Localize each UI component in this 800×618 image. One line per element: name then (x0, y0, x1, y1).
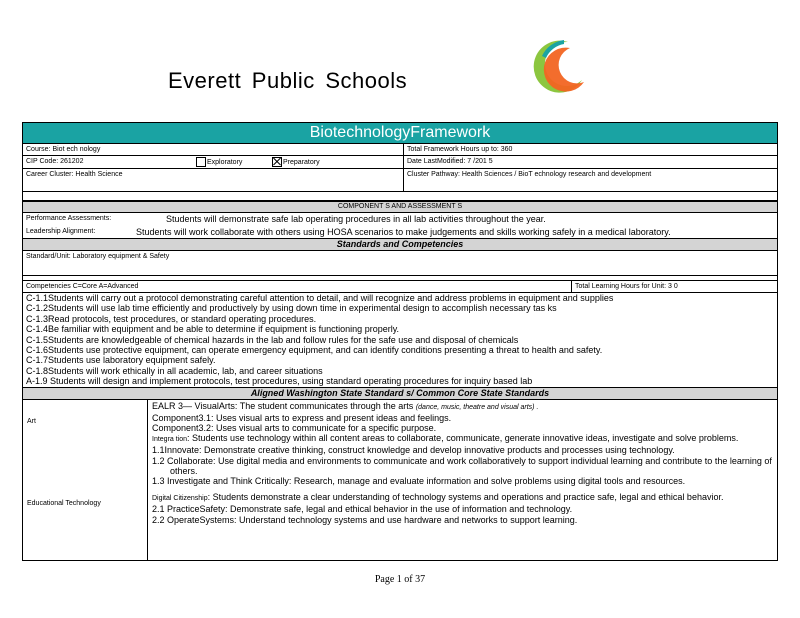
checkbox-icon[interactable] (196, 157, 206, 167)
exploratory-option[interactable]: Exploratory (193, 156, 269, 168)
performance-text: Students will demonstrate safe lab operating procedures in all lab activities throughout the year. (166, 214, 546, 224)
cip-row (23, 156, 777, 169)
competency-item: A-1.9 Students will design and implement protocols, test procedures, using standard operating procedures for inquiry based lab (26, 376, 533, 387)
leadership-text: Students will work collaborate with others using HOSA scenarios to make judgements and skills working safely in a medical laboratory. (136, 226, 671, 237)
item-21: 2.1 PracticeSafety: Demonstrate safe, legal and ethical behavior in the use of information and technology. (152, 504, 573, 515)
competency-item: C-1.2Students will use lab time efficiently and productively by using down time in experimental design to accomplish necessary tas ks (26, 303, 557, 314)
competency-item: C-1.3Read protocols, test procedures, or standard operating procedures. (26, 313, 317, 324)
standards-content-row (23, 400, 777, 560)
cluster-pathway-field: Cluster Pathway: Health Sciences / BioT echnology research and development (403, 169, 777, 191)
item-12: 1.2 Collaborate: Use digital media and environments to communicate and work collaboratively to support individual learning and contribute to the learning of others. (152, 455, 772, 476)
component-31: Component3.1: Uses visual arts to express and present ideas and feelings. (152, 412, 452, 423)
digital-citizenship-line: Digital Citizenship: Students demonstrate a clear understanding of technology systems and operations and practice safe, legal and ethical behavior. (152, 492, 724, 503)
preparatory-option[interactable]: Preparatory (269, 156, 403, 168)
spacer (23, 192, 777, 201)
competency-item: C-1.6Students use protective equipment, can operate emergency equipment, and can identify conditions presenting a threat to health and safety. (26, 345, 603, 356)
standards-detail-column (147, 400, 777, 560)
item-13: 1.3 Investigate and Think Critically: Research, manage and evaluate information and solve problems using digital tools and resources. (152, 476, 686, 487)
integration-line: Integra tion: Students use technology within all content areas to collaborate, communicate, generate innovative ideas, investigate and solve problems. (152, 433, 739, 444)
edtech-label: Educational Technology (27, 499, 101, 507)
cip-code-field: CIP Code: 261202 (26, 158, 84, 165)
item-11: 1.1Innovate: Demonstrate creative thinking, construct knowledge and develop innovative products and processes using technology. (152, 445, 675, 456)
total-hours-field: Total Framework Hours up to: 360 (403, 144, 777, 155)
performance-label: Performance Assessments: (26, 215, 112, 222)
performance-row (23, 213, 777, 226)
component-32: Component3.2: Uses visual arts to communicate for a specific purpose. (152, 423, 437, 434)
career-row (23, 169, 777, 192)
school-name: Everett Public Schools (168, 68, 408, 93)
career-cluster-field: Career Cluster: Health Science (26, 171, 123, 178)
standard-unit-row (23, 251, 777, 276)
page-footer: Page 1 of 37 (374, 574, 426, 585)
competency-item: C-1.4Be familiar with equipment and be able to determine if equipment is functioning properly. (26, 324, 400, 335)
course-row (23, 144, 777, 156)
school-logo (528, 36, 588, 96)
aligned-standards-header: Aligned Washington State Standard s/ Common Core State Standards (23, 388, 777, 400)
framework-document (22, 122, 778, 561)
course-field: Course: Biot ech nology (26, 146, 101, 153)
ealr-line: EALR 3— VisualArts: The student communicates through the arts (dance, music, theatre and visual arts) . (152, 400, 539, 411)
competencies-label: Competencies C=Core A=Advanced (26, 283, 139, 290)
total-learning-hours: Total Learning Hours for Unit: 3 0 (571, 281, 777, 292)
standards-subject-column (23, 400, 147, 560)
framework-title: BiotechnologyFramework (23, 123, 777, 144)
components-header: COMPONENT S AND ASSESSMENT S (23, 201, 777, 213)
item-22: 2.2 OperateSystems: Understand technology systems and use hardware and networks to support learning. (152, 514, 578, 525)
date-modified-field: Date LastModified: 7 /201 5 (403, 156, 777, 168)
competency-item: C-1.7Students use laboratory equipment safely. (26, 355, 216, 366)
competency-list (23, 293, 777, 388)
checked-checkbox-icon[interactable] (272, 157, 282, 167)
competencies-header-row (23, 281, 777, 293)
leadership-label: Leadership Alignment: (26, 227, 96, 235)
competency-item: C-1.1Students will carry out a protocol demonstrating careful attention to detail, and will recognize and address problems in equipment and supplies (26, 293, 614, 303)
competency-item: C-1.5Students are knowledgeable of chemical hazards in the lab and follow rules for the safe use and disposal of chemicals (26, 334, 519, 345)
leadership-row (23, 226, 777, 239)
standards-header: Standards and Competencies (23, 238, 777, 251)
standard-unit: Standard/Unit: Laboratory equipment & Safety (26, 253, 170, 260)
art-label: Art (27, 417, 36, 425)
competency-item: C-1.8Students will work ethically in all academic, lab, and career situations (26, 365, 323, 376)
